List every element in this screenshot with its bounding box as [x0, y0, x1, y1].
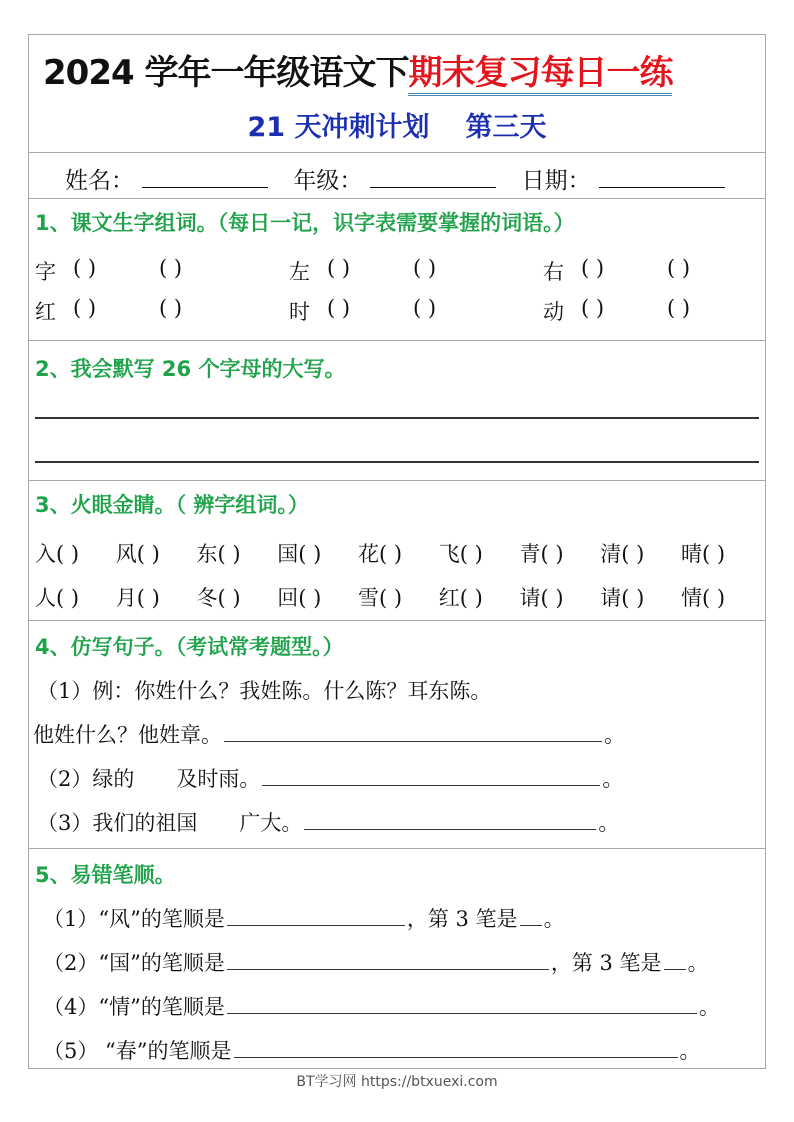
q2-third-stroke-label: ，第 3 笔是	[550, 951, 662, 975]
q5-prompt: （5） “春”的笔顺是	[43, 1039, 232, 1063]
name-label: 姓名：	[65, 168, 134, 194]
answer-paren[interactable]: ( )	[581, 256, 605, 280]
student-info-row	[29, 153, 765, 199]
char: 红	[35, 300, 56, 324]
answer-paren[interactable]: ( )	[73, 256, 97, 280]
grade-blank[interactable]	[370, 168, 496, 188]
q1-third-stroke-blank[interactable]	[520, 908, 542, 926]
word-item[interactable]	[543, 256, 757, 286]
grid-row	[35, 531, 761, 575]
q1-third-stroke-label: ，第 3 笔是	[406, 907, 518, 931]
answer-paren[interactable]: ( )	[413, 296, 437, 320]
section-4-title: 4、仿写句子。（考试常考题型。）	[35, 635, 344, 659]
answer-paren[interactable]: ( )	[667, 296, 691, 320]
end-mark: 。	[679, 1039, 701, 1063]
stroke-q4	[43, 991, 720, 1021]
stroke-q5	[43, 1035, 701, 1065]
section-3-title: 3、火眼金睛。（ 辨字组词。）	[35, 493, 309, 517]
date-field[interactable]	[522, 162, 725, 195]
char: 左	[289, 260, 310, 284]
q3-prompt: （3）我们的祖国 广大。	[37, 811, 303, 835]
word-item[interactable]	[289, 256, 543, 286]
q1-answer-line[interactable]	[224, 724, 602, 742]
section-5	[29, 849, 765, 1070]
section-2-title: 2、我会默写 26 个字母的大写。	[35, 357, 346, 381]
char-item[interactable]: 情( )	[681, 586, 726, 610]
answer-paren[interactable]: ( )	[413, 256, 437, 280]
page-subtitle	[29, 105, 765, 144]
section-1	[29, 199, 765, 341]
answer-paren[interactable]: ( )	[667, 256, 691, 280]
end-mark: 。	[543, 907, 565, 931]
example-sentence: （1）例：你姓什么？我姓陈。什么陈？耳东陈。	[37, 679, 492, 703]
end-mark: 。	[602, 767, 624, 791]
imitation-q3	[37, 807, 619, 837]
char-distinguish-grid	[35, 531, 761, 619]
worksheet	[28, 34, 766, 1069]
q1-stroke-line[interactable]	[227, 908, 405, 926]
answer-paren[interactable]: ( )	[159, 296, 183, 320]
subtitle-day: 第三天	[465, 112, 547, 143]
char-item[interactable]: 花( )	[358, 542, 403, 566]
title-highlight: 期末复习每日一练	[408, 53, 672, 96]
answer-paren[interactable]: ( )	[327, 296, 351, 320]
end-mark: 。	[604, 723, 625, 747]
char-item[interactable]: 飞( )	[438, 542, 483, 566]
char-item[interactable]: 请( )	[519, 586, 564, 610]
grid-row	[35, 575, 761, 619]
word-item[interactable]	[289, 296, 543, 326]
imitation-q2	[37, 763, 623, 793]
name-blank[interactable]	[142, 168, 268, 188]
char: 动	[543, 300, 564, 324]
char-item[interactable]: 冬( )	[196, 586, 241, 610]
title-main: 2024 学年一年级语文下	[43, 53, 409, 93]
q1-prompt: （1）“风”的笔顺是	[43, 907, 225, 931]
char-item[interactable]: 入( )	[35, 542, 80, 566]
end-mark: 。	[698, 995, 720, 1019]
section-1-title: 1、课文生字组词。（每日一记，识字表需要掌握的词语。）	[35, 211, 575, 235]
end-mark: 。	[687, 951, 709, 975]
imitation-q1	[33, 719, 625, 749]
q2-stroke-line[interactable]	[227, 952, 549, 970]
q2-answer-line[interactable]	[262, 768, 600, 786]
char-item[interactable]: 雪( )	[358, 586, 403, 610]
answer-line-2[interactable]	[35, 461, 759, 463]
char-item[interactable]: 红( )	[438, 586, 483, 610]
section-4	[29, 621, 765, 849]
stroke-q1	[43, 903, 565, 933]
grade-field[interactable]	[293, 162, 496, 195]
answer-paren[interactable]: ( )	[581, 296, 605, 320]
char-item[interactable]: 青( )	[519, 542, 564, 566]
char-item[interactable]: 晴( )	[681, 542, 726, 566]
q1-prompt: 他姓什么？他姓章。	[33, 723, 222, 747]
date-blank[interactable]	[599, 168, 725, 188]
char-item[interactable]: 月( )	[115, 586, 160, 610]
worksheet-header	[29, 35, 765, 153]
char-item[interactable]: 人( )	[35, 586, 80, 610]
q2-prompt: （2）“国”的笔顺是	[43, 951, 225, 975]
char-item[interactable]: 东( )	[196, 542, 241, 566]
name-field[interactable]	[65, 162, 268, 195]
q2-third-stroke-blank[interactable]	[664, 952, 686, 970]
char: 字	[35, 260, 56, 284]
section-3	[29, 481, 765, 621]
grade-label: 年级：	[293, 168, 363, 194]
footer-watermark: BT学习网 https://btxuexi.com	[296, 1074, 498, 1090]
answer-paren[interactable]: ( )	[73, 296, 97, 320]
stroke-q2	[43, 947, 709, 977]
char: 时	[289, 300, 310, 324]
page-title	[43, 45, 672, 94]
grid-row	[35, 251, 757, 291]
word-group-grid	[35, 251, 757, 331]
q4-stroke-line[interactable]	[227, 996, 697, 1014]
char-item[interactable]: 风( )	[115, 542, 160, 566]
word-item[interactable]	[35, 256, 289, 286]
q2-prompt: （2）绿的 及时雨。	[37, 767, 261, 791]
subtitle-plan: 21 天冲刺计划	[247, 112, 430, 143]
word-item[interactable]	[543, 296, 757, 326]
answer-line-1[interactable]	[35, 417, 759, 419]
section-2	[29, 341, 765, 481]
section-5-title: 5、易错笔顺。	[35, 863, 176, 887]
char-item[interactable]: 国( )	[277, 542, 322, 566]
char: 右	[543, 260, 564, 284]
q3-answer-line[interactable]	[304, 812, 596, 830]
char-item[interactable]: 清( )	[600, 542, 645, 566]
char-item[interactable]: 回( )	[277, 586, 322, 610]
word-item[interactable]	[35, 296, 289, 326]
answer-paren[interactable]: ( )	[327, 256, 351, 280]
end-mark: 。	[598, 811, 620, 835]
q4-prompt: （4）“情”的笔顺是	[43, 995, 225, 1019]
grid-row	[35, 291, 757, 331]
char-item[interactable]: 请( )	[600, 586, 645, 610]
answer-paren[interactable]: ( )	[159, 256, 183, 280]
date-label: 日期：	[521, 168, 591, 194]
q5-stroke-line[interactable]	[234, 1040, 678, 1058]
